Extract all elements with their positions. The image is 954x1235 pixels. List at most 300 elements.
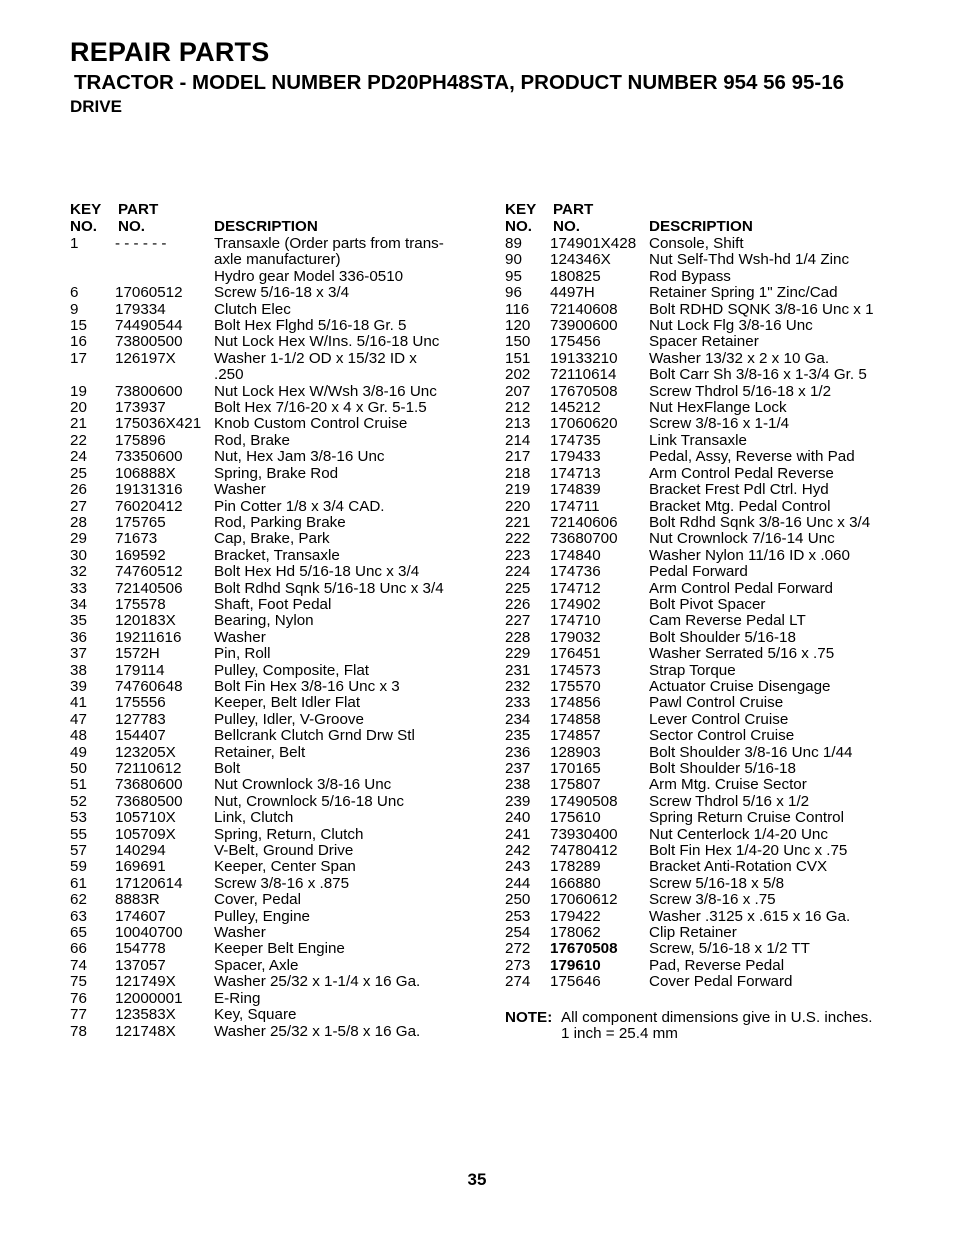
parts-row bbox=[70, 236, 490, 285]
key-number: 151 bbox=[505, 349, 531, 367]
parts-row bbox=[70, 482, 490, 498]
key-number: 244 bbox=[505, 874, 531, 892]
part-description: Bolt Shoulder 3/8-16 Unc 1/44 bbox=[649, 743, 853, 761]
parts-row bbox=[505, 679, 905, 695]
key-number: 39 bbox=[70, 677, 87, 695]
part-description: Transaxle (Order parts from trans- bbox=[214, 235, 444, 252]
key-number: 150 bbox=[505, 333, 531, 351]
part-description: Bolt bbox=[214, 760, 241, 777]
parts-row bbox=[70, 351, 490, 384]
parts-row bbox=[70, 466, 490, 482]
part-description: Bolt Shoulder 5/16-18 bbox=[649, 760, 796, 777]
part-header-1: PART bbox=[118, 201, 159, 218]
column-headers bbox=[505, 201, 905, 236]
page-title: REPAIR PARTS bbox=[70, 37, 270, 67]
key-number: 52 bbox=[70, 792, 87, 810]
part-description: Washer Serrated 5/16 x .75 bbox=[649, 645, 835, 663]
part-description: Screw Thdrol 5/16 x 1/2 bbox=[649, 792, 810, 810]
model-subtitle: TRACTOR - MODEL NUMBER PD20PH48STA, PRODUCT NUMBER 954 56 95-16 bbox=[74, 71, 845, 94]
key-number: 227 bbox=[505, 612, 531, 630]
part-description: Bracket Mtg. Pedal Control bbox=[649, 497, 831, 515]
parts-row bbox=[505, 416, 905, 432]
part-number: 17120614 bbox=[115, 874, 183, 892]
part-description: Bearing, Nylon bbox=[214, 612, 314, 630]
part-number: 74760512 bbox=[115, 563, 183, 581]
part-number: 128903 bbox=[550, 743, 601, 761]
part-description: Retainer, Belt bbox=[214, 743, 306, 761]
part-number: 179422 bbox=[550, 907, 601, 925]
part-description: .250 bbox=[214, 366, 244, 384]
part-number: 137057 bbox=[115, 956, 166, 974]
parts-row bbox=[505, 909, 905, 925]
parts-row bbox=[70, 974, 490, 990]
parts-row bbox=[505, 384, 905, 400]
part-description: Actuator Cruise Disengage bbox=[649, 677, 831, 695]
part-description: Spring Return Cruise Control bbox=[649, 809, 844, 827]
part-description: Bracket, Transaxle bbox=[214, 546, 340, 564]
part-number: 170165 bbox=[550, 760, 601, 777]
part-number: 17670508 bbox=[550, 940, 618, 958]
part-number: 72110612 bbox=[115, 760, 182, 777]
part-number: 174858 bbox=[550, 710, 601, 728]
part-number: 73800600 bbox=[115, 382, 183, 400]
key-number: 240 bbox=[505, 809, 531, 827]
part-number: 72140608 bbox=[550, 300, 618, 318]
part-number: 180825 bbox=[550, 267, 601, 285]
key-number: 235 bbox=[505, 727, 531, 745]
parts-row bbox=[70, 827, 490, 843]
part-header-1: PART bbox=[553, 201, 594, 218]
parts-row bbox=[70, 302, 490, 318]
parts-row bbox=[70, 876, 490, 892]
part-number: 174840 bbox=[550, 546, 601, 564]
key-number: 47 bbox=[70, 710, 87, 728]
key-number: 30 bbox=[70, 546, 87, 564]
parts-row bbox=[505, 810, 905, 826]
part-description: Nut, Crownlock 5/16-18 Unc bbox=[214, 792, 404, 810]
parts-row bbox=[70, 991, 490, 1007]
parts-row bbox=[505, 466, 905, 482]
part-number: 174735 bbox=[550, 431, 601, 449]
key-header-2: NO. bbox=[505, 218, 533, 235]
parts-row bbox=[505, 794, 905, 810]
key-number: 219 bbox=[505, 481, 531, 499]
part-description: Bolt Hex 7/16-20 x 4 x Gr. 5-1.5 bbox=[214, 399, 427, 417]
parts-row bbox=[505, 252, 905, 268]
parts-row bbox=[70, 712, 490, 728]
part-number: 174901X428 bbox=[550, 235, 637, 252]
key-number: 65 bbox=[70, 924, 87, 942]
key-number: 214 bbox=[505, 431, 531, 449]
key-number: 62 bbox=[70, 891, 87, 909]
part-description: Keeper, Center Span bbox=[214, 858, 356, 876]
note-label: NOTE: bbox=[505, 1008, 553, 1026]
key-number: 21 bbox=[70, 415, 87, 433]
part-number: 71673 bbox=[115, 530, 158, 548]
note-line: All component dimensions give in U.S. inches. bbox=[561, 1008, 873, 1026]
key-number: 17 bbox=[70, 349, 87, 367]
part-description: Link Transaxle bbox=[649, 431, 747, 449]
part-description: Washer bbox=[214, 481, 266, 499]
parts-row bbox=[70, 892, 490, 908]
part-description: Hydro gear Model 336-0510 bbox=[214, 267, 404, 285]
part-number: 173937 bbox=[115, 399, 166, 417]
parts-row bbox=[505, 334, 905, 350]
parts-row bbox=[505, 925, 905, 941]
part-description: Rod, Parking Brake bbox=[214, 513, 346, 531]
key-number: 202 bbox=[505, 366, 531, 384]
parts-row bbox=[70, 941, 490, 957]
parts-row bbox=[505, 859, 905, 875]
key-number: 63 bbox=[70, 907, 87, 925]
parts-row bbox=[505, 433, 905, 449]
key-number: 16 bbox=[70, 333, 87, 351]
key-number: 20 bbox=[70, 399, 87, 417]
part-description: Pad, Reverse Pedal bbox=[649, 956, 785, 974]
key-number: 78 bbox=[70, 1022, 87, 1040]
part-description: Rod, Brake bbox=[214, 431, 290, 449]
key-number: 242 bbox=[505, 842, 531, 860]
key-number: 212 bbox=[505, 399, 531, 417]
part-number: 19133210 bbox=[550, 349, 618, 367]
part-number: 174710 bbox=[550, 612, 601, 630]
part-number: 106888X bbox=[115, 464, 176, 482]
key-number: 226 bbox=[505, 595, 531, 613]
parts-row bbox=[70, 548, 490, 564]
key-number: 220 bbox=[505, 497, 531, 515]
part-description: Bolt Rdhd Sqnk 3/8-16 Unc x 3/4 bbox=[649, 513, 871, 531]
parts-list-left bbox=[70, 201, 490, 1040]
key-number: 90 bbox=[505, 251, 522, 269]
key-number: 15 bbox=[70, 317, 87, 335]
part-number: 8883R bbox=[115, 891, 160, 909]
parts-row bbox=[70, 646, 490, 662]
part-number: 154407 bbox=[115, 727, 166, 745]
key-number: 34 bbox=[70, 595, 87, 613]
part-number: 178062 bbox=[550, 924, 601, 942]
part-description: Screw, 5/16-18 x 1/2 TT bbox=[649, 940, 810, 958]
part-description: Washer Nylon 11/16 ID x .060 bbox=[649, 546, 850, 564]
parts-row bbox=[505, 269, 905, 285]
part-number: 73800500 bbox=[115, 333, 183, 351]
parts-row bbox=[70, 531, 490, 547]
dimension-note bbox=[505, 1010, 905, 1043]
key-number: 32 bbox=[70, 563, 87, 581]
part-description: Washer 1-1/2 OD x 15/32 ID x bbox=[214, 349, 417, 367]
part-number: 175578 bbox=[115, 595, 166, 613]
key-number: 116 bbox=[505, 300, 530, 318]
part-number: - - - - - - bbox=[115, 235, 167, 252]
key-header-1: KEY bbox=[505, 201, 537, 218]
part-number: 175896 bbox=[115, 431, 166, 449]
key-number: 213 bbox=[505, 415, 531, 433]
part-description: Pulley, Idler, V-Groove bbox=[214, 710, 364, 728]
part-number: 140294 bbox=[115, 842, 166, 860]
parts-row bbox=[70, 334, 490, 350]
part-description: Shaft, Foot Pedal bbox=[214, 595, 332, 613]
parts-row bbox=[70, 679, 490, 695]
part-description: Spacer, Axle bbox=[214, 956, 299, 974]
part-number: 73350600 bbox=[115, 448, 183, 466]
part-number: 72140606 bbox=[550, 513, 618, 531]
parts-row bbox=[70, 761, 490, 777]
part-description: V-Belt, Ground Drive bbox=[214, 842, 354, 860]
part-description: Keeper, Belt Idler Flat bbox=[214, 694, 361, 712]
part-description: Nut Lock Hex W/Wsh 3/8-16 Unc bbox=[214, 382, 437, 400]
key-number: 57 bbox=[70, 842, 87, 860]
part-number: 175456 bbox=[550, 333, 601, 351]
part-description: E-Ring bbox=[214, 989, 261, 1007]
parts-row bbox=[505, 695, 905, 711]
part-number: 105710X bbox=[115, 809, 176, 827]
part-number: 175765 bbox=[115, 513, 166, 531]
parts-row bbox=[70, 843, 490, 859]
parts-row bbox=[70, 630, 490, 646]
key-number: 243 bbox=[505, 858, 531, 876]
key-number: 76 bbox=[70, 989, 87, 1007]
parts-rows bbox=[70, 236, 490, 1040]
part-number: 73680600 bbox=[115, 776, 183, 794]
parts-row bbox=[70, 318, 490, 334]
parts-row bbox=[505, 974, 905, 990]
part-description: Pawl Control Cruise bbox=[649, 694, 784, 712]
part-description: Retainer Spring 1" Zinc/Cad bbox=[649, 284, 838, 302]
part-number: 17060612 bbox=[550, 891, 618, 909]
part-description: Pin Cotter 1/8 x 3/4 CAD. bbox=[214, 497, 385, 515]
part-description: Strap Torque bbox=[649, 661, 736, 679]
key-number: 229 bbox=[505, 645, 531, 663]
part-description: Washer 25/32 x 1-1/4 x 16 Ga. bbox=[214, 973, 421, 991]
key-number: 49 bbox=[70, 743, 87, 761]
part-description: Screw 3/8-16 x 1-1/4 bbox=[649, 415, 790, 433]
parts-row bbox=[505, 581, 905, 597]
parts-row bbox=[70, 581, 490, 597]
parts-row bbox=[505, 712, 905, 728]
part-number: 72110614 bbox=[550, 366, 617, 384]
parts-row bbox=[505, 318, 905, 334]
part-number: 169691 bbox=[115, 858, 166, 876]
part-description: Bolt Carr Sh 3/8-16 x 1-3/4 Gr. 5 bbox=[649, 366, 867, 384]
parts-row bbox=[70, 958, 490, 974]
part-number: 17670508 bbox=[550, 382, 618, 400]
part-number: 17060620 bbox=[550, 415, 618, 433]
part-number: 4497H bbox=[550, 284, 595, 302]
note-line: 1 inch = 25.4 mm bbox=[561, 1025, 678, 1043]
parts-row bbox=[70, 859, 490, 875]
parts-row bbox=[70, 400, 490, 416]
part-number: 10040700 bbox=[115, 924, 183, 942]
part-description: Screw 5/16-18 x 5/8 bbox=[649, 874, 785, 892]
part-description: Nut Self-Thd Wsh-hd 1/4 Zinc bbox=[649, 251, 850, 269]
key-number: 29 bbox=[70, 530, 87, 548]
part-number: 178289 bbox=[550, 858, 601, 876]
parts-row bbox=[505, 236, 905, 252]
part-description: Screw 5/16-18 x 3/4 bbox=[214, 284, 350, 302]
part-description: Keeper Belt Engine bbox=[214, 940, 345, 958]
part-number: 127783 bbox=[115, 710, 166, 728]
key-number: 59 bbox=[70, 858, 87, 876]
key-number: 232 bbox=[505, 677, 531, 695]
key-number: 26 bbox=[70, 481, 87, 499]
key-number: 75 bbox=[70, 973, 87, 991]
key-number: 66 bbox=[70, 940, 87, 958]
part-number: 174839 bbox=[550, 481, 601, 499]
part-number: 72140506 bbox=[115, 579, 183, 597]
part-number: 105709X bbox=[115, 825, 176, 843]
key-number: 222 bbox=[505, 530, 531, 548]
parts-row bbox=[505, 958, 905, 974]
page-number: 35 bbox=[467, 1170, 487, 1189]
key-number: 28 bbox=[70, 513, 87, 531]
part-number: 174713 bbox=[550, 464, 601, 482]
key-number: 217 bbox=[505, 448, 531, 466]
part-description: Key, Square bbox=[214, 1006, 297, 1024]
key-number: 38 bbox=[70, 661, 87, 679]
parts-row bbox=[70, 1024, 490, 1040]
key-header-2: NO. bbox=[70, 218, 98, 235]
parts-row bbox=[70, 384, 490, 400]
key-number: 233 bbox=[505, 694, 531, 712]
part-number: 1572H bbox=[115, 645, 160, 663]
part-number: 120183X bbox=[115, 612, 176, 630]
part-number: 175610 bbox=[550, 809, 601, 827]
parts-list-right bbox=[505, 201, 905, 1043]
parts-row bbox=[70, 794, 490, 810]
parts-row bbox=[70, 777, 490, 793]
part-number: 174857 bbox=[550, 727, 601, 745]
parts-row bbox=[505, 564, 905, 580]
part-description: Arm Mtg. Cruise Sector bbox=[649, 776, 807, 794]
parts-row bbox=[505, 515, 905, 531]
key-number: 237 bbox=[505, 760, 531, 777]
part-number: 174736 bbox=[550, 563, 601, 581]
part-number: 124346X bbox=[550, 251, 611, 269]
key-number: 41 bbox=[70, 694, 87, 712]
part-description: Nut HexFlange Lock bbox=[649, 399, 787, 417]
parts-row bbox=[505, 351, 905, 367]
part-description: Spring, Brake Rod bbox=[214, 464, 339, 482]
parts-row bbox=[505, 302, 905, 318]
parts-row bbox=[505, 630, 905, 646]
parts-row bbox=[70, 515, 490, 531]
parts-rows bbox=[505, 236, 905, 991]
part-description: Nut, Hex Jam 3/8-16 Unc bbox=[214, 448, 385, 466]
part-number: 154778 bbox=[115, 940, 166, 958]
part-header-2: NO. bbox=[118, 218, 146, 235]
part-description: Washer bbox=[214, 924, 266, 942]
key-number: 51 bbox=[70, 776, 87, 794]
parts-row bbox=[505, 482, 905, 498]
part-number: 175807 bbox=[550, 776, 601, 794]
part-description: axle manufacturer) bbox=[214, 251, 341, 269]
key-number: 231 bbox=[505, 661, 531, 679]
parts-row bbox=[505, 499, 905, 515]
part-description: Nut Centerlock 1/4-20 Unc bbox=[649, 825, 828, 843]
part-header-2: NO. bbox=[553, 218, 581, 235]
key-number: 19 bbox=[70, 382, 87, 400]
parts-row bbox=[505, 843, 905, 859]
part-description: Cover Pedal Forward bbox=[649, 973, 793, 991]
key-number: 53 bbox=[70, 809, 87, 827]
key-number: 223 bbox=[505, 546, 531, 564]
parts-row bbox=[70, 909, 490, 925]
parts-row bbox=[70, 613, 490, 629]
part-number: 175556 bbox=[115, 694, 166, 712]
part-description: Bolt Hex Hd 5/16-18 Unc x 3/4 bbox=[214, 563, 420, 581]
parts-row bbox=[70, 499, 490, 515]
part-number: 76020412 bbox=[115, 497, 183, 515]
part-number: 19211616 bbox=[115, 628, 182, 646]
part-description: Bellcrank Clutch Grnd Drw Stl bbox=[214, 727, 415, 745]
part-number: 73680500 bbox=[115, 792, 183, 810]
part-number: 123205X bbox=[115, 743, 176, 761]
key-number: 224 bbox=[505, 563, 531, 581]
part-number: 166880 bbox=[550, 874, 601, 892]
key-number: 77 bbox=[70, 1006, 87, 1024]
part-description: Console, Shift bbox=[649, 235, 744, 252]
part-description: Knob Custom Control Cruise bbox=[214, 415, 408, 433]
part-number: 179032 bbox=[550, 628, 601, 646]
key-number: 89 bbox=[505, 235, 522, 252]
part-number: 174573 bbox=[550, 661, 601, 679]
key-number: 27 bbox=[70, 497, 87, 515]
key-number: 253 bbox=[505, 907, 531, 925]
part-description: Clutch Elec bbox=[214, 300, 291, 318]
part-description: Nut Crownlock 3/8-16 Unc bbox=[214, 776, 392, 794]
part-description: Bolt Shoulder 5/16-18 bbox=[649, 628, 796, 646]
key-number: 239 bbox=[505, 792, 531, 810]
parts-row bbox=[70, 745, 490, 761]
part-number: 174607 bbox=[115, 907, 166, 925]
part-number: 174711 bbox=[550, 497, 600, 515]
parts-row bbox=[505, 761, 905, 777]
part-number: 74760648 bbox=[115, 677, 183, 695]
part-number: 179334 bbox=[115, 300, 166, 318]
key-number: 228 bbox=[505, 628, 531, 646]
part-number: 174902 bbox=[550, 595, 601, 613]
parts-row bbox=[505, 367, 905, 383]
key-number: 35 bbox=[70, 612, 87, 630]
key-number: 55 bbox=[70, 825, 87, 843]
parts-row bbox=[505, 827, 905, 843]
key-number: 207 bbox=[505, 382, 531, 400]
key-number: 254 bbox=[505, 924, 531, 942]
parts-row bbox=[505, 613, 905, 629]
key-number: 236 bbox=[505, 743, 531, 761]
key-number: 273 bbox=[505, 956, 531, 974]
key-number: 221 bbox=[505, 513, 531, 531]
part-description: Washer 13/32 x 2 x 10 Ga. bbox=[649, 349, 830, 367]
part-description: Nut Lock Flg 3/8-16 Unc bbox=[649, 317, 813, 335]
parts-row bbox=[505, 548, 905, 564]
part-number: 176451 bbox=[550, 645, 601, 663]
part-description: Sector Control Cruise bbox=[649, 727, 795, 745]
part-description: Bolt Pivot Spacer bbox=[649, 595, 766, 613]
key-number: 120 bbox=[505, 317, 531, 335]
part-description: Pin, Roll bbox=[214, 645, 271, 663]
key-number: 95 bbox=[505, 267, 522, 285]
parts-row bbox=[70, 728, 490, 744]
part-description: Washer 25/32 x 1-5/8 x 16 Ga. bbox=[214, 1022, 421, 1040]
part-description: Lever Control Cruise bbox=[649, 710, 789, 728]
part-number: 74490544 bbox=[115, 317, 183, 335]
parts-row bbox=[505, 876, 905, 892]
part-number: 19131316 bbox=[115, 481, 183, 499]
parts-row bbox=[70, 663, 490, 679]
part-number: 17060512 bbox=[115, 284, 183, 302]
parts-row bbox=[505, 745, 905, 761]
key-number: 50 bbox=[70, 760, 87, 777]
